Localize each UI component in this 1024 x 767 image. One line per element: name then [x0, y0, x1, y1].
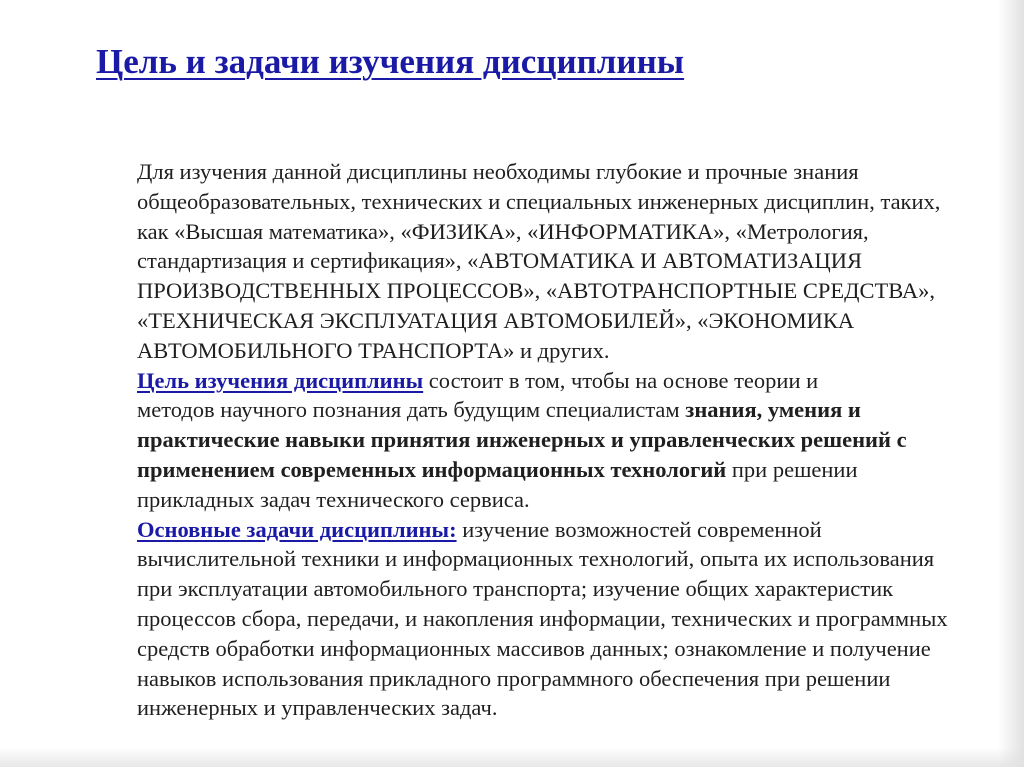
- text-line: ПРОИЗВОДСТВЕННЫХ ПРОЦЕССОВ», «АВТОТРАНСПОРТНЫЕ СРЕДСТВА»,: [137, 278, 935, 304]
- goal-emphasis: практические навыки принятия инженерных и управленческих решений с: [137, 427, 907, 453]
- slide-edge-shadow-right: [998, 0, 1024, 767]
- goal-heading: Цель изучения дисциплины: [137, 367, 424, 393]
- text-line: «ТЕХНИЧЕСКАЯ ЭКСПЛУАТАЦИЯ АВТОМОБИЛЕЙ», «ЭКОНОМИКА: [137, 307, 855, 333]
- text-line: вычислительной техники и информационных технологий, опыта их использования: [137, 546, 935, 572]
- goal-text: состоит в том, чтобы на основе теории и: [423, 367, 819, 393]
- tasks-heading: Основные задачи дисциплины:: [137, 516, 457, 542]
- text-line: [67, 515, 967, 545]
- goal-emphasis: применением современных информационных технологий: [137, 456, 727, 482]
- paragraph-tasks: [67, 515, 967, 724]
- text-line: как «Высшая математика», «ФИЗИКА», «ИНФОРМАТИКА», «Метрология,: [137, 218, 869, 244]
- text-line: при эксплуатации автомобильного транспорта; изучение общих характеристик: [137, 576, 894, 602]
- text-line: инженерных и управленческих задач.: [137, 695, 498, 721]
- text-line: [67, 455, 967, 485]
- text-line: навыков использования прикладного программного обеспечения при решении: [137, 665, 891, 691]
- goal-text: при решении: [726, 456, 858, 482]
- text-line: [67, 366, 967, 396]
- text-line: процессов сбора, передачи, и накопления информации, технических и программных: [137, 605, 948, 631]
- slide-edge-shadow-bottom: [0, 747, 1024, 767]
- text-line: прикладных задач технического сервиса.: [137, 486, 530, 512]
- text-line: стандартизация и сертификация», «АВТОМАТИКА И АВТОМАТИЗАЦИЯ: [137, 248, 863, 274]
- text-line: средств обработки информационных массивов данных; ознакомление и получение: [137, 635, 931, 661]
- goal-emphasis: знания, умения и: [685, 397, 861, 423]
- slide-title: Цель и задачи изучения дисциплины: [96, 42, 685, 81]
- tasks-text: изучение возможностей современной: [456, 516, 822, 542]
- text-line: Для изучения данной дисциплины необходимы глубокие и прочные знания: [137, 159, 859, 184]
- text-line: общеобразовательных, технических и специальных инженерных дисциплин, таких,: [137, 188, 941, 214]
- paragraph-prerequisites: [67, 157, 967, 366]
- slide-body: [67, 157, 967, 723]
- goal-text: методов научного познания дать будущим специалистам: [137, 397, 686, 423]
- text-line: [67, 395, 967, 425]
- text-line: АВТОМОБИЛЬНОГО ТРАНСПОРТА» и других.: [137, 337, 610, 363]
- paragraph-goal: [67, 366, 967, 515]
